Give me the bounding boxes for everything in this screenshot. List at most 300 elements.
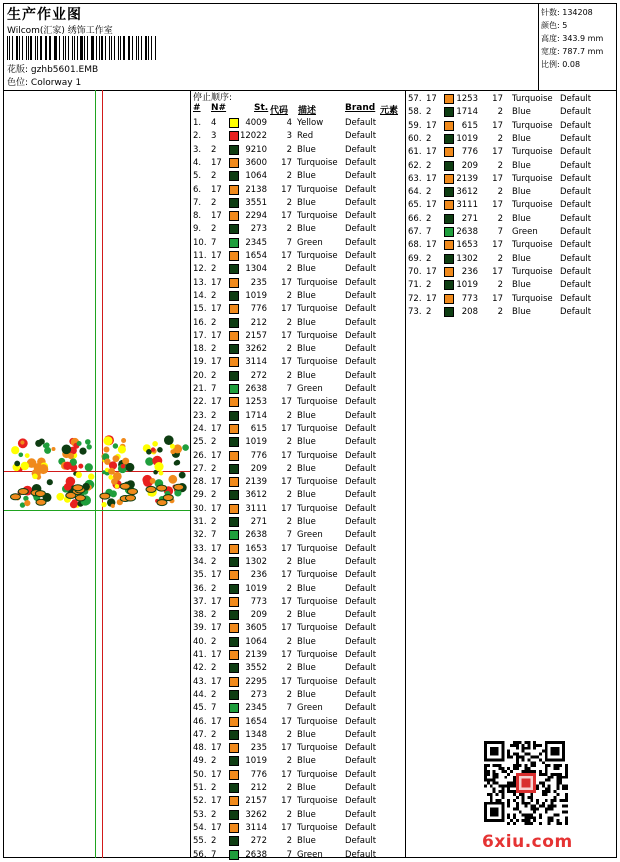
row-brand: Default [345,610,377,621]
qr-module [530,822,533,825]
thread-color-swatch [229,264,239,274]
row-code: 2 [286,610,292,621]
design-width: 宽度: 787.7 mm [541,47,604,56]
qr-module [513,741,516,744]
row-number: 54. [193,822,207,833]
barcode-bar [129,36,130,60]
qr-module [522,793,525,796]
row-description: Blue [297,264,316,275]
qr-module [519,741,522,744]
row-description: Blue [297,197,316,208]
barcode-bar [123,36,125,60]
table-row [406,93,616,106]
row-number: 15. [193,304,207,315]
row-stitches: 615 [250,423,267,434]
row-brand: Default [560,200,592,211]
qr-module [493,790,496,793]
row-description: Blue [297,663,316,674]
row-stitches: 1019 [456,280,478,291]
row-code: 2 [286,490,292,501]
row-stitches: 3612 [456,187,478,198]
qr-module [525,822,528,825]
row-code: 2 [286,290,292,301]
table-row [191,769,405,782]
row-needle: 4 [211,118,217,128]
row-needle: 7 [211,849,217,860]
motif-dot [111,504,115,508]
row-description: Blue [297,517,316,527]
motif-leaf [157,500,167,506]
row-code: 17 [281,796,292,807]
row-number: 13. [193,277,207,288]
table-row [191,543,405,556]
qr-module [556,779,559,782]
row-stitches: 2139 [245,477,267,488]
table-row [406,146,616,159]
qr-module [507,805,510,808]
qr-module [484,779,487,782]
thread-color-swatch [229,304,239,314]
qr-module [542,761,545,764]
motif-dot [121,438,126,443]
row-needle: 2 [211,490,217,501]
row-needle: 17 [426,200,437,211]
row-stitches: 1654 [245,251,267,261]
row-needle: 17 [426,94,437,104]
row-brand: Default [345,703,377,714]
thread-color-swatch [229,490,239,500]
table-row [191,170,405,183]
qr-module [565,805,568,808]
table-row [191,636,405,649]
row-number: 65. [408,200,422,211]
thread-color-swatch [229,623,239,633]
stitch-count: 针数: 134208 [541,8,593,17]
qr-module [516,761,519,764]
row-needle: 2 [211,636,217,647]
table-row [191,317,405,330]
qr-module [519,755,522,758]
table-row [406,133,616,146]
table-row [191,809,405,822]
qr-module [507,750,510,753]
row-number: 1. [193,118,202,128]
row-description: Blue [297,809,316,820]
row-code: 2 [286,437,292,448]
table-row [191,290,405,303]
row-needle: 7 [211,384,217,394]
motif-dot [157,447,163,453]
row-number: 70. [408,266,422,277]
barcode-bar [26,36,27,60]
qr-module [493,776,496,779]
qr-finder-inner [490,808,499,817]
row-number: 60. [408,133,422,144]
row-number: 18. [193,344,207,355]
row-stitches: 776 [461,147,478,158]
qr-module [565,819,568,822]
row-description: Blue [297,836,316,847]
row-needle: 17 [211,716,222,727]
row-code: 2 [286,317,292,328]
qr-module [554,799,557,802]
table-row [191,356,405,369]
thread-color-swatch [444,174,454,184]
qr-module [565,784,568,787]
row-brand: Default [345,184,377,195]
row-code: 17 [281,650,292,660]
barcode-bar [12,36,13,60]
row-code: 17 [281,157,292,168]
qr-module [551,816,554,819]
row-code: 17 [281,330,292,341]
row-needle: 2 [211,610,217,621]
company-name: Wilcom(汇家) 绣饰工作室 [7,26,113,36]
thread-color-swatch [229,145,239,155]
qr-module [545,767,548,770]
row-description: Blue [297,783,316,793]
row-code: 2 [286,264,292,275]
qr-module [556,822,559,825]
thread-color-swatch [229,504,239,514]
thread-color-swatch [229,783,239,793]
row-brand: Default [560,94,592,104]
table-row [406,239,616,252]
header-brand: Brand [345,103,376,113]
qr-module [545,773,548,776]
thread-color-swatch [229,357,239,367]
row-number: 66. [408,213,422,224]
row-stitches: 1302 [245,556,267,567]
colorway-label: 色位: [7,78,29,88]
barcode-bar [22,36,23,60]
qr-module [554,805,557,808]
thread-color-swatch [229,477,239,487]
qr-module [539,773,542,776]
row-number: 36. [193,583,207,594]
qr-module [536,808,539,811]
row-code: 2 [286,783,292,793]
motif-dot [52,447,56,451]
row-stitches: 773 [250,596,267,607]
row-code: 2 [497,107,503,118]
row-number: 69. [408,253,422,264]
header-element: 元素 [380,106,399,116]
qr-module [504,784,507,787]
row-stitches: 1019 [245,756,267,767]
row-number: 42. [193,663,207,674]
row-stitches: 773 [461,293,478,304]
row-needle: 2 [211,344,217,355]
stats-panel [538,4,617,90]
qr-module [551,773,554,776]
row-code: 17 [281,503,292,514]
row-needle: 17 [426,293,437,304]
qr-module [539,753,542,756]
thread-color-swatch [229,224,239,234]
row-description: Blue [297,437,316,448]
row-description: Blue [297,610,316,621]
row-number: 73. [408,306,422,317]
row-needle: 2 [211,317,217,328]
row-code: 17 [492,266,503,277]
qr-module [498,784,501,787]
row-description: Turquoise [297,769,338,780]
qr-module [504,770,507,773]
qr-module [484,773,487,776]
row-description: Green [297,237,323,248]
table-row [191,144,405,157]
row-description: Turquoise [512,200,553,211]
table-row [191,184,405,197]
row-needle: 17 [211,743,222,754]
thread-color-swatch [229,810,239,820]
qr-module [539,770,542,773]
qr-module [562,811,565,814]
row-needle: 2 [211,224,217,235]
row-number: 53. [193,809,207,820]
row-stitches: 1302 [456,253,478,264]
qr-module [542,773,545,776]
qr-module [493,770,496,773]
row-number: 33. [193,543,207,554]
row-code: 2 [286,344,292,355]
row-description: Turquoise [512,147,553,158]
row-stitches: 2157 [245,330,267,341]
row-brand: Default [345,596,377,607]
thread-color-swatch [229,411,239,421]
qr-module [533,811,536,814]
design-file-value: gzhb5601.EMB [30,65,99,75]
row-stitches: 1348 [245,729,267,740]
row-brand: Default [560,187,592,198]
row-code: 17 [281,570,292,581]
qr-module [487,770,490,773]
row-description: Turquoise [297,623,338,634]
qr-module [527,747,530,750]
qr-module [548,779,551,782]
row-number: 38. [193,610,207,621]
row-number: 41. [193,650,207,660]
motif-dot [88,473,94,479]
qr-module [516,747,519,750]
row-number: 67. [408,227,422,237]
thread-color-swatch [229,730,239,740]
barcode-bar [105,36,106,60]
row-brand: Default [560,173,592,184]
row-brand: Default [345,570,377,581]
qr-module [533,808,536,811]
row-brand: Default [345,384,377,394]
motif-dot [78,464,83,469]
qr-module [551,776,554,779]
row-stitches: 1653 [245,543,267,554]
row-stitches: 12022 [239,131,267,142]
table-row [191,609,405,622]
qr-module [565,799,568,802]
qr-module [516,744,519,747]
row-description: Turquoise [512,120,553,131]
thread-color-swatch [229,185,239,195]
qr-module [484,767,487,770]
row-brand: Default [345,410,377,421]
row-code: 2 [497,253,503,264]
qr-module [507,773,510,776]
row-description: Red [297,131,314,142]
table-row [191,210,405,223]
row-code: 7 [286,849,292,860]
qr-module [548,805,551,808]
row-needle: 17 [211,397,222,408]
row-number: 62. [408,160,422,171]
table-row [191,795,405,808]
motif-dot [151,447,155,451]
table-row [406,120,616,133]
qr-module [533,816,536,819]
qr-module [556,819,559,822]
row-needle: 2 [211,410,217,421]
row-code: 2 [286,836,292,847]
qr-module [501,784,504,787]
qr-module [565,796,568,799]
barcode-bar [35,36,36,60]
table-row [191,343,405,356]
thread-color-swatch [444,147,454,157]
row-number: 9. [193,224,202,235]
row-brand: Default [345,397,377,408]
qr-module [545,799,548,802]
row-brand: Default [345,131,377,142]
row-stitches: 212 [250,783,267,793]
motif-dot [113,443,118,448]
row-description: Turquoise [297,743,338,754]
table-row [191,423,405,436]
row-brand: Default [345,304,377,315]
colorway-value: Colorway 1 [30,78,82,88]
row-description: Green [297,849,323,860]
barcode-bar [114,36,115,60]
row-needle: 2 [211,517,217,527]
qr-module [527,813,530,816]
barcode-bar [84,36,85,60]
row-code: 17 [492,147,503,158]
row-number: 12. [193,264,207,275]
row-description: Turquoise [297,596,338,607]
row-description: Turquoise [297,503,338,514]
barcode-bar [59,36,60,60]
qr-module [533,755,536,758]
row-description: Blue [512,187,531,198]
row-brand: Default [345,623,377,634]
table-row [191,130,405,143]
row-brand: Default [345,463,377,474]
qr-module [533,764,536,767]
qr-module [525,753,528,756]
thread-color-swatch [444,200,454,210]
design-file-row [7,62,98,75]
qr-module [516,767,519,770]
motif-dot [150,478,156,484]
row-needle: 17 [426,120,437,131]
barcode-bar [54,36,55,60]
thread-color-swatch [444,280,454,290]
qr-module [545,790,548,793]
row-stitches: 2345 [245,703,267,714]
table-row [191,702,405,715]
table-row [191,622,405,635]
qr-module [513,790,516,793]
thread-color-swatch [229,211,239,221]
barcode-bar [80,36,82,60]
row-number: 52. [193,796,207,807]
row-description: Blue [512,107,531,118]
row-needle: 7 [211,703,217,714]
qr-module [527,819,530,822]
row-brand: Default [345,490,377,501]
row-description: Blue [297,144,316,155]
row-needle: 17 [211,503,222,514]
row-description: Blue [512,253,531,264]
row-needle: 17 [426,266,437,277]
qr-module [525,767,528,770]
motif-dot [103,436,112,445]
table-row [406,186,616,199]
qr-module [516,808,519,811]
motif-dot [32,474,38,480]
qr-module [507,790,510,793]
motif-dot [24,500,30,506]
row-description: Blue [297,224,316,235]
qr-module [527,816,530,819]
row-stitches: 2638 [456,227,478,237]
qr-module [530,796,533,799]
row-brand: Default [345,836,377,847]
barcode-bar [91,36,92,60]
row-brand: Default [345,370,377,381]
row-stitches: 3111 [456,200,478,211]
table-row [191,303,405,316]
row-needle: 17 [211,796,222,807]
motif-dot [56,493,64,501]
table-row [191,383,405,396]
qr-module [559,764,562,767]
row-description: Green [297,703,323,714]
table-row [191,503,405,516]
motif-dot [11,446,19,454]
motif-leaf [73,485,83,491]
qr-module [498,790,501,793]
qr-module [542,782,545,785]
thread-color-swatch [444,294,454,304]
row-number: 17. [193,330,207,341]
row-description: Turquoise [297,330,338,341]
qr-module [539,782,542,785]
motif-dot [146,449,152,455]
qr-module [510,744,513,747]
row-stitches: 615 [461,120,478,131]
row-stitches: 209 [461,160,478,171]
row-brand: Default [345,796,377,807]
qr-module [510,755,513,758]
motif-dot [108,468,115,475]
motif-leaf [36,499,46,505]
row-number: 35. [193,570,207,581]
row-description: Blue [297,556,316,567]
motif-leaf [157,485,167,491]
qr-module [556,793,559,796]
row-code: 17 [492,94,503,104]
qr-module [525,805,528,808]
